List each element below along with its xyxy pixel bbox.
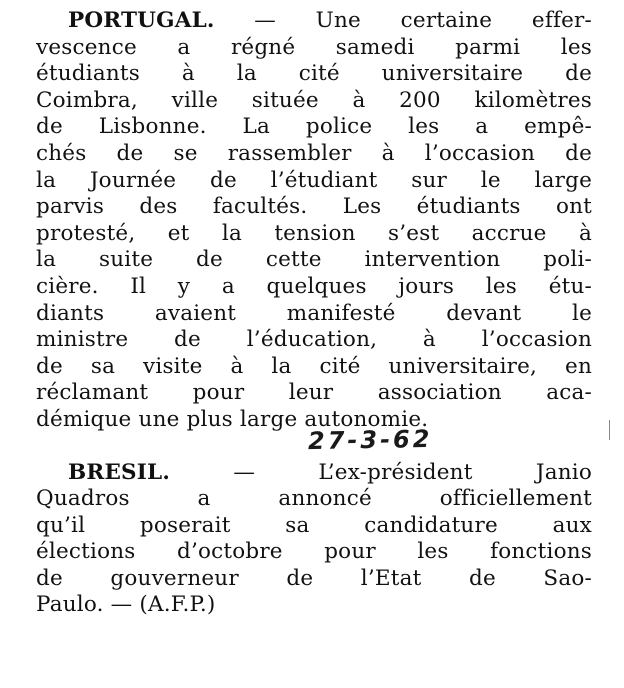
article-line: chés de se rassembler à l’occasion de — [36, 140, 592, 166]
handwritten-date-stamp: 27-3-62 — [307, 424, 433, 456]
column-divider — [609, 420, 610, 440]
article-line: vescence a régné samedi parmi les — [36, 34, 592, 60]
article-line: BRESIL. — L’ex-président Janio — [68, 459, 592, 485]
article-line: de sa visite à la cité universitaire, en — [36, 353, 592, 379]
newspaper-clipping — [36, 8, 592, 619]
article-bresil — [36, 460, 592, 620]
article-lead: PORTUGAL. — [68, 8, 215, 33]
article-line: élections d’octobre pour les fonctions — [36, 539, 592, 565]
article-line: étudiants à la cité universitaire de — [36, 61, 592, 87]
article-line: parvis des facultés. Les étudiants ont — [36, 194, 592, 220]
article-line: de gouverneur de l’Etat de Sao- — [36, 565, 592, 591]
article-line: réclamant pour leur association aca- — [36, 380, 592, 406]
article-line: démique une plus large autonomie. — [36, 406, 429, 432]
article-line: qu’il poserait sa candidature aux — [36, 512, 592, 538]
article-line: Coimbra, ville située à 200 kilomètres — [36, 87, 592, 113]
article-line: de Lisbonne. La police les a empê- — [36, 114, 592, 140]
article-line: ministre de l’éducation, à l’occasion — [36, 327, 592, 353]
article-line: la suite de cette intervention poli- — [36, 247, 592, 273]
article-lead: BRESIL. — [68, 459, 171, 485]
article-line: Paulo. — (A.F.P.) — [36, 592, 216, 618]
article-line: diants avaient manifesté devant le — [36, 300, 592, 326]
article-line: Quadros a annoncé officiellement — [36, 486, 592, 512]
article-portugal — [36, 8, 592, 434]
article-line: protesté, et la tension s’est accrue à — [36, 220, 592, 246]
article-line: PORTUGAL. — Une certaine effer- — [68, 8, 592, 33]
article-line: cière. Il y a quelques jours les étu- — [36, 273, 592, 299]
article-line: la Journée de l’étudiant sur le large — [36, 167, 592, 193]
